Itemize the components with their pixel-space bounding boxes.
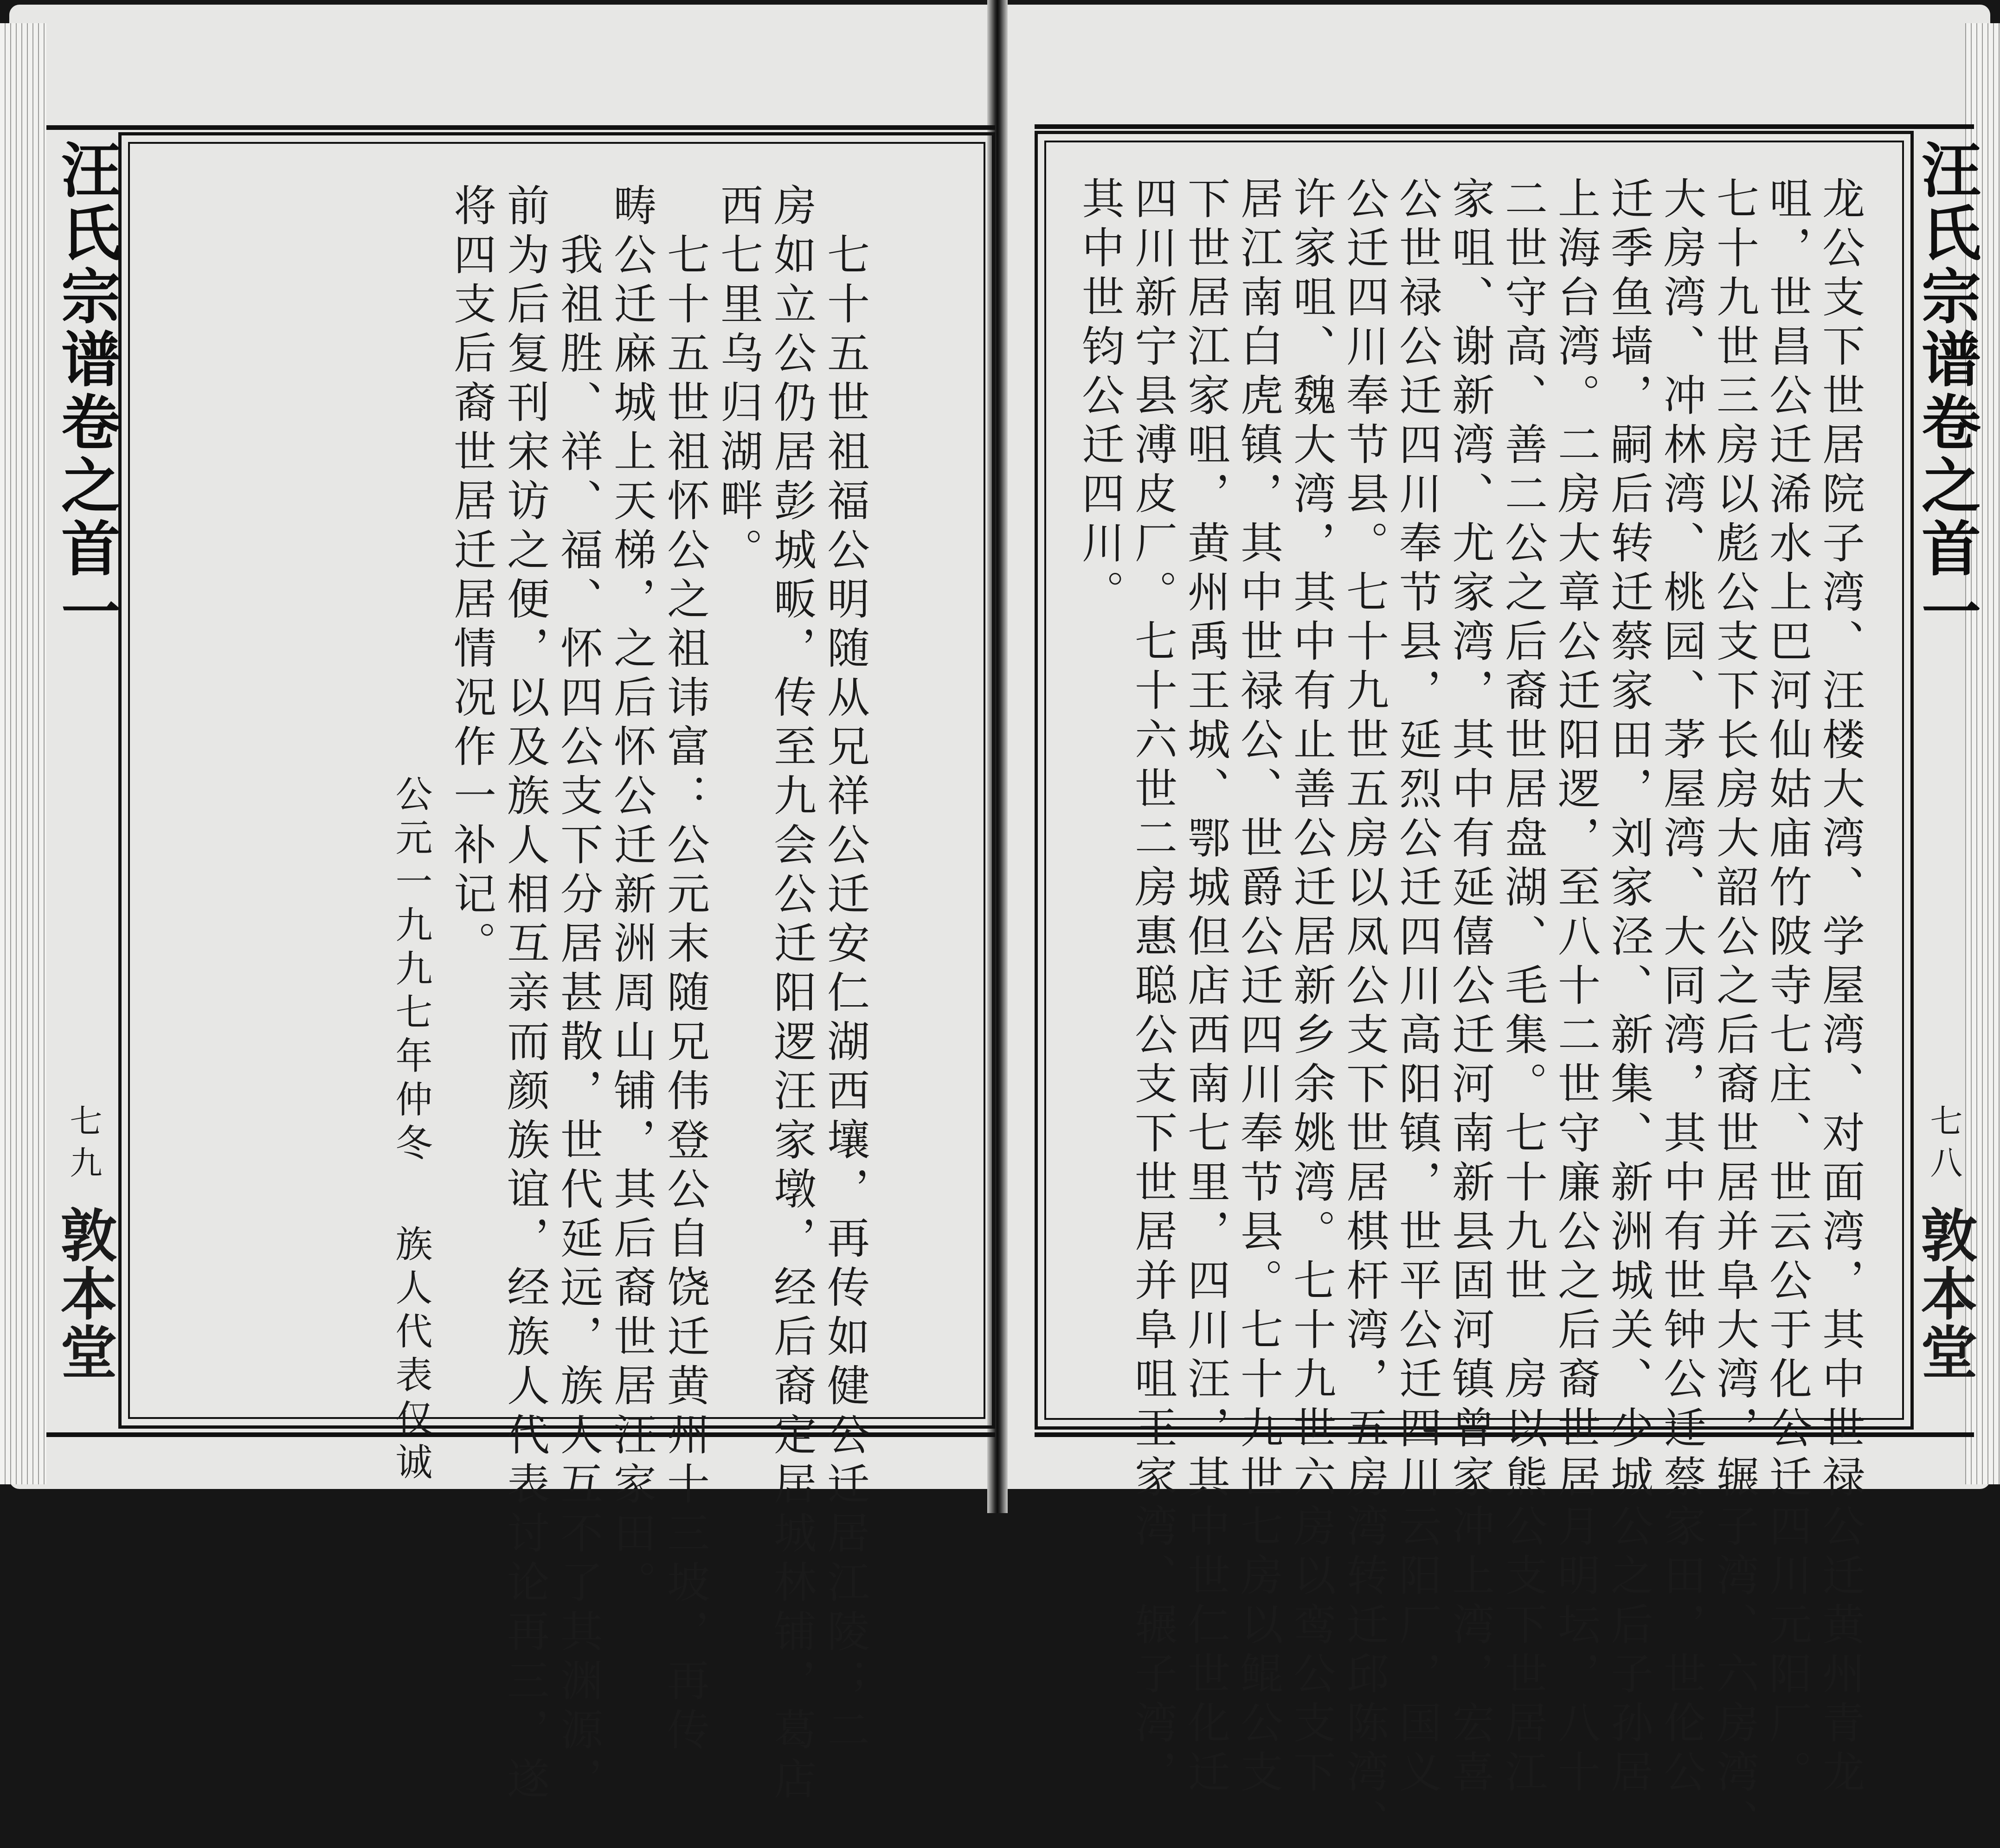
right-column-10: 公迁四川奉节县。七十九世五房以凤公支下世居棋杆湾，五房湾转迁邱陈湾、 [1339,176,1389,1848]
right-page-number: 七八 [1925,1104,1963,1187]
left-column-5: 七十五世祖怀公之祖讳富：公元末随兄伟登公自饶迁黄州十三坡，再传 [660,183,710,1757]
right-column-2: 咀，世昌公迁浠水上巴河仙姑庙竹陂寺七庄、世云公于化公迁四川元阳厂。 [1762,176,1812,1799]
left-column-3: 我祖胜、祥、福、怀四公支下分居甚散，世代延远，族人互不了其渊源， [553,183,603,1806]
right-column-13: 下世居江家咀，黄州禹王城、鄂城但店西南七里，四川汪，其中世仁世化迁 [1181,176,1230,1799]
right-column-15: 其中世钧公迁四川。 [1075,176,1125,619]
right-column-4: 大房湾、冲林湾、桃园、茅屋湾、大同湾，其中有世钟公迁蔡家田，世伦公 [1657,176,1706,1799]
right-column-11: 许家咀、魏大湾，其中有止善公迁居新乡余姚湾。七十九世六房以鸾公支下 [1286,176,1336,1799]
signature-date: 公元一九九七年仲冬 [389,775,432,1167]
left-column-6: 西七里乌归湖畔。 [714,183,763,577]
left-column-1: 将四支后裔世居迁居情况作一补记。 [447,183,496,970]
left-column-7: 房如立公仍居彭城畈，传至九会公迁阳逻汪家墩，经后裔定居城林铺，葛店 [767,183,817,1806]
right-column-1: 龙公支下世居院子湾、汪楼大湾、学屋湾、对面湾，其中世禄公迁黄州青龙 [1815,176,1865,1799]
right-hall-name: 敦本堂 [1911,1206,1977,1381]
left-column-8: 七十五世祖福公明随从兄祥公迁安仁湖西壤，再传如健公迁居江陵；二 [820,183,870,1757]
left-page-edges [0,23,46,1484]
signature-author: 族人代表仅诚 [389,1225,432,1486]
right-top-rule [1035,124,1974,129]
right-column-14: 四川新宁县溥皮厂。七十六世二房惠聪公支下世居并阜咀王家湾、辗子湾， [1128,176,1177,1799]
right-column-9: 公世禄公迁四川奉节县，延烈公迁四川高阳镇，世平公迁四川云阳厂，国义 [1392,176,1442,1799]
right-column-12: 居江南白虎镇，其中世禄公、世爵公迁四川奉节县。七十九世七房以鲲公支 [1234,176,1283,1799]
left-header-title: 汪氏宗谱卷之首一 [51,139,120,644]
left-hall-name: 敦本堂 [51,1206,117,1381]
right-header-title: 汪氏宗谱卷之首一 [1911,139,1981,644]
right-column-5: 迁季鱼墙，嗣后转迁蔡家田，刘家泾、新集、新洲城关、少城公之后子孙居 [1604,176,1653,1799]
left-top-rule [46,125,995,130]
right-column-7: 二世守高、善二公之后裔世居盘湖、毛集。七十九世 房以熊公支下世居江 [1498,176,1548,1799]
right-column-8: 家咀、谢新湾、尤家湾，其中有延僖公迁河南新县固河镇曾家冲上湾，宏喜 [1445,176,1495,1799]
right-column-6: 上海台湾。二房大章公迁阳逻，至八十二世守廉公之后裔世居月明坛，八十 [1551,176,1601,1799]
left-column-4: 畴公迁麻城上天梯，之后怀公迁新洲周山铺，其后裔世居汪家田。 [607,183,656,1609]
left-page-number: 七九 [64,1104,103,1187]
left-column-2: 前为后复刊宋访之便，以及族人相互亲而颜族谊，经族人代表讨论再三，遂 [500,183,550,1806]
right-column-3: 七十九世三房以彪公支下长房大韶公之后裔世居并阜大湾，辗子湾、六房湾、 [1710,176,1759,1848]
